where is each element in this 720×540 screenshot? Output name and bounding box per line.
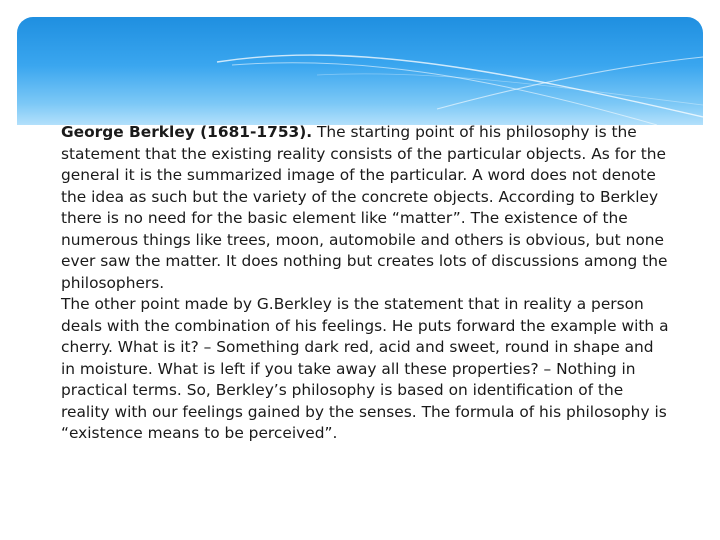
body-text xyxy=(61,122,671,445)
header-wave-decoration xyxy=(17,17,703,125)
paragraph-2: The other point made by G.Berkley is the statement that in reality a person deals with the combination of his feelings. He puts forward the example with a cherry. What is it? – Something dark red, acid and sweet, round in shape and in moisture. What is left if you take away all these properties? – Nothing in practical terms. So, Berkley’s philosophy is based on identification of the reality with our feelings gained by the senses. The formula of his philosophy is “existence means to be perceived”. xyxy=(61,295,669,442)
header-band xyxy=(17,17,703,125)
paragraph-1-text: The starting point of his philosophy is the statement that the existing reality consists of the particular objects. As for the general it is the summarized image of the particular. A word does not denote the idea as such but the variety of the concrete objects. According to Berkley there is no need for the basic element like “matter”. The existence of the numerous things like trees, moon, automobile and others is obvious, but none ever saw the matter. It does nothing but creates lots of discussions among the philosophers. xyxy=(61,123,668,292)
paragraph-1-lead: George Berkley (1681-1753). xyxy=(61,123,313,141)
paragraph-1 xyxy=(61,122,671,294)
